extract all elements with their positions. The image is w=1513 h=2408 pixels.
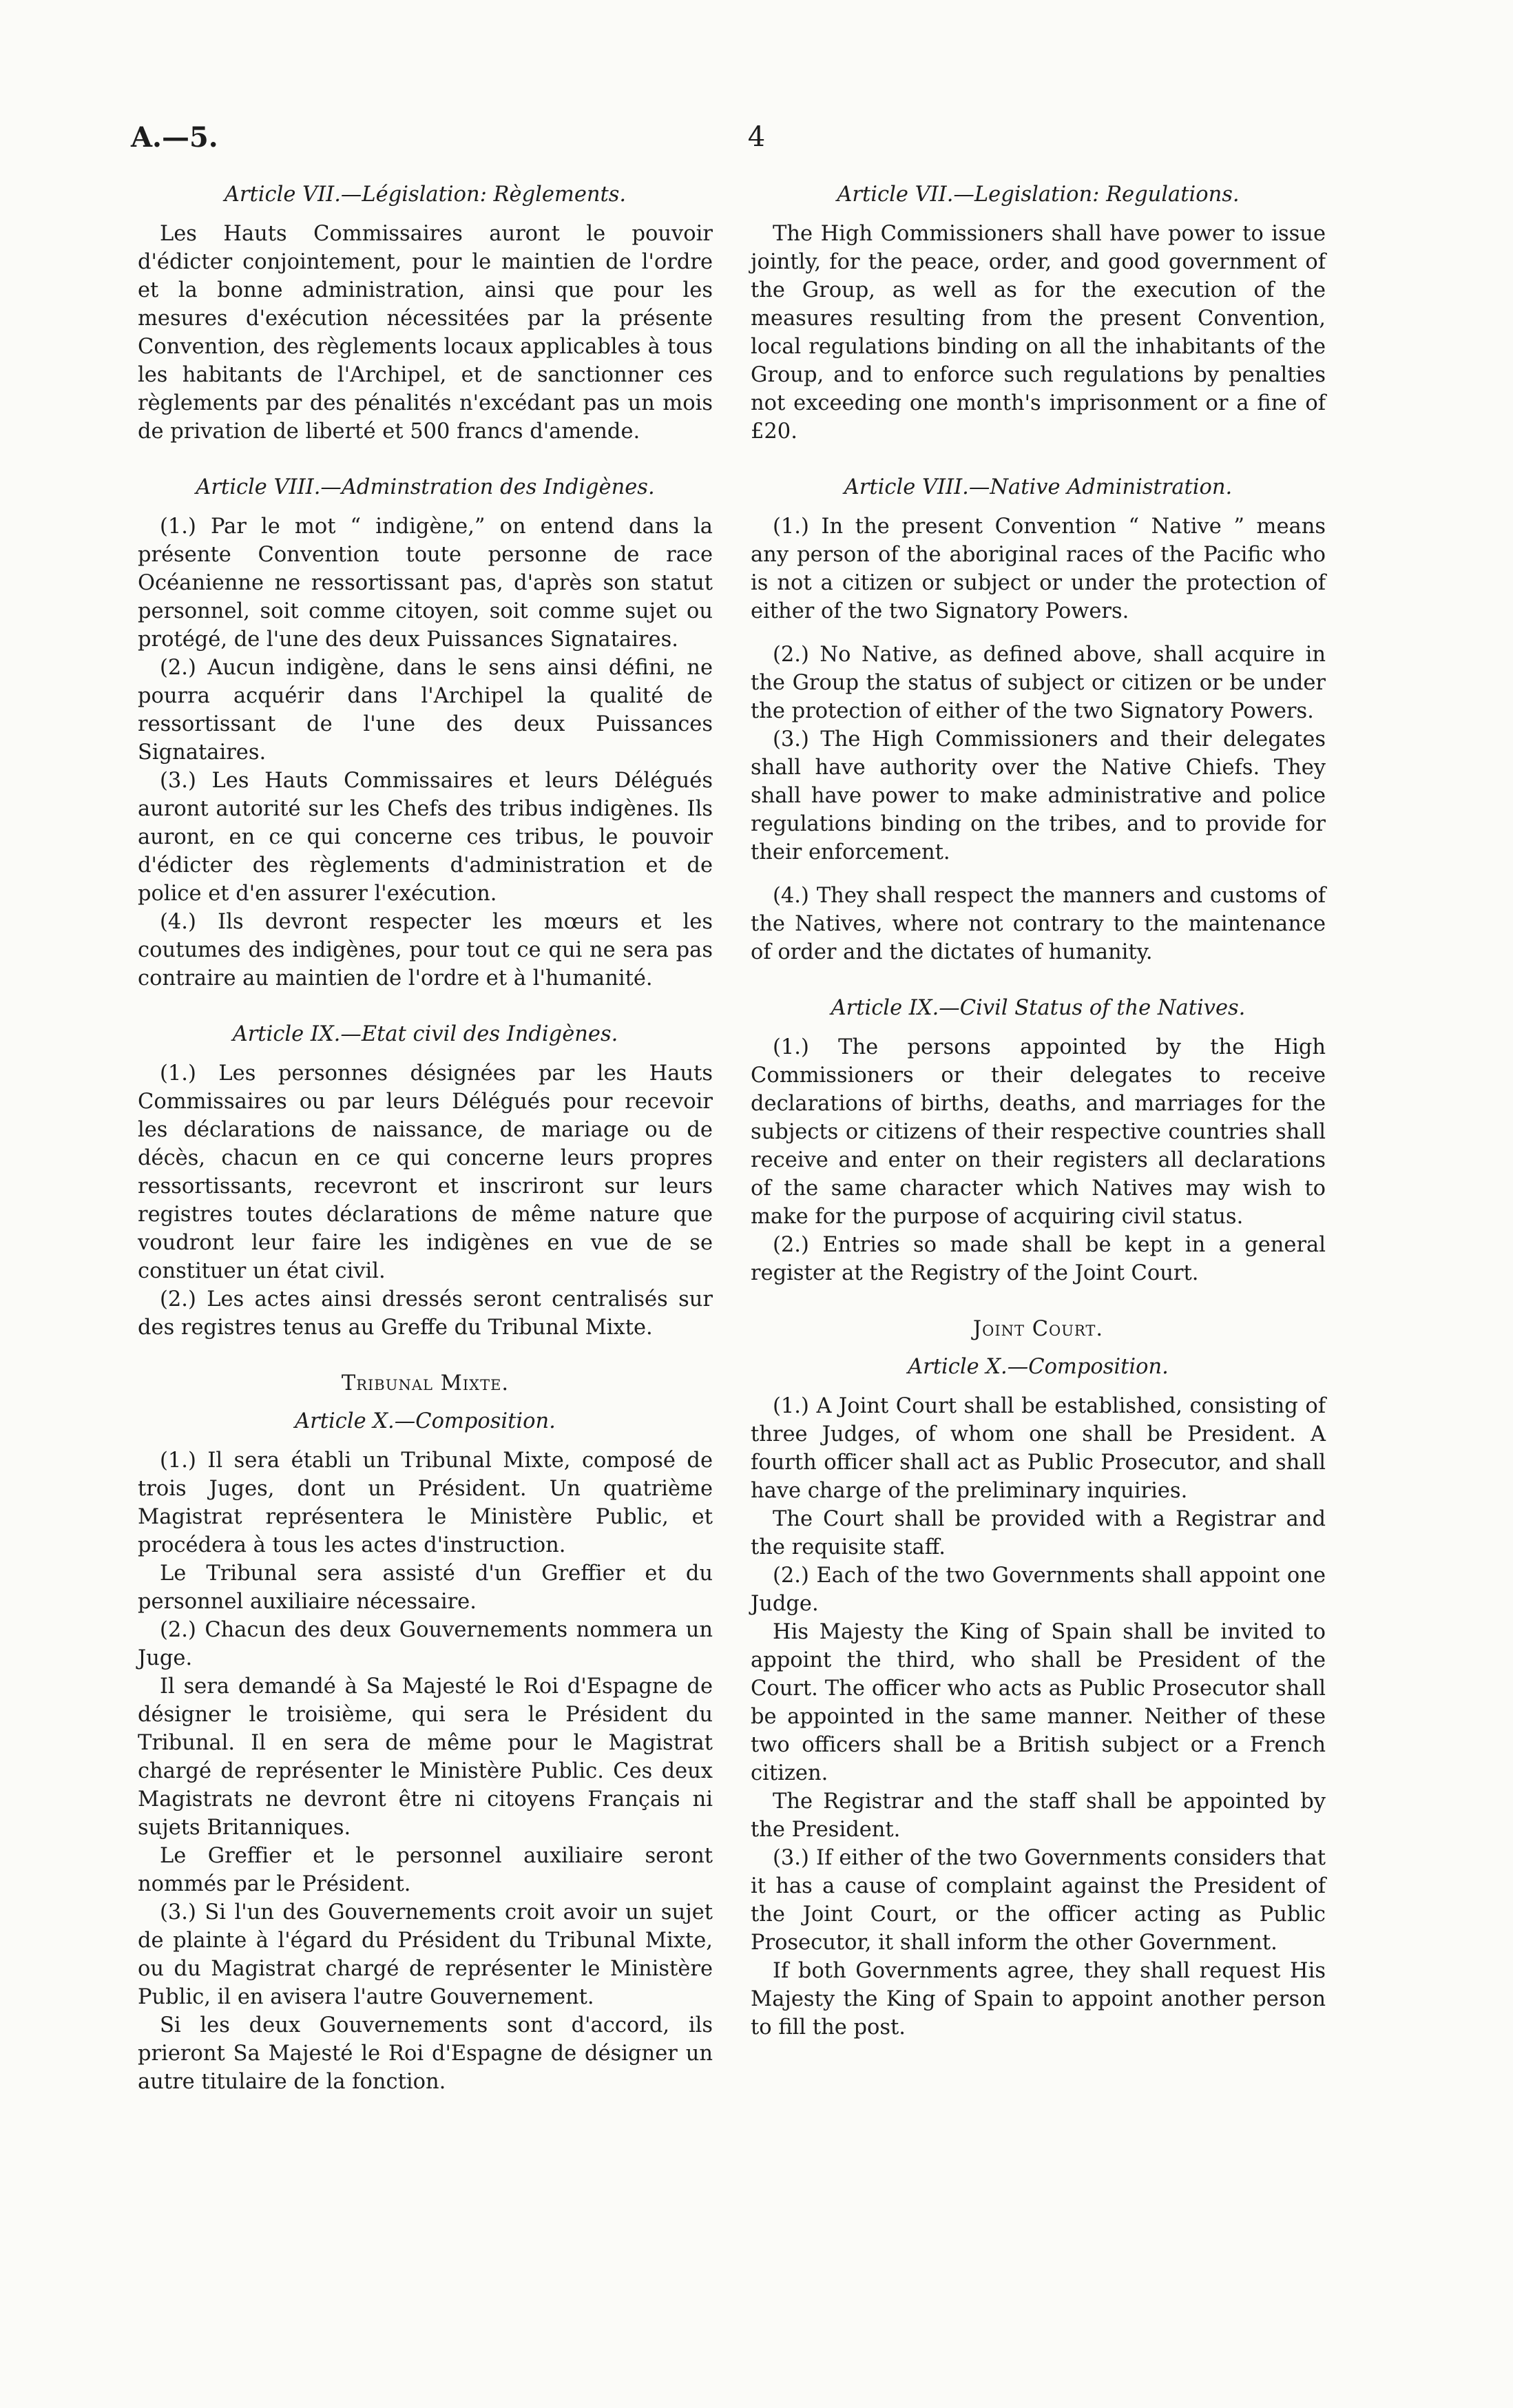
article-9-heading-fr: Article IX.—Etat civil des Indigènes.	[232, 1022, 618, 1046]
article-10-paragraph-3-en: (2.) Each of the two Governments shall appoint one Judge.	[751, 1564, 1326, 1616]
article-8-paragraph-4-fr: (4.) Ils devront respecter les mœurs et les coutumes des indigènes, pour tout ce qui ne sera pas contraire au maintien de l'ordre et à l'humanité.	[138, 910, 713, 990]
article-10-paragraph-6-en: (3.) If either of the two Governments considers that it has a cause of complaint against the President of the Joint Court, or the officer acting as Public Prosecutor, it shall inform the other Government.	[751, 1846, 1326, 1955]
article-10-heading-fr: Article X.—Composition.	[295, 1409, 556, 1433]
section-title-en: Joint Court.	[972, 1317, 1104, 1341]
article-10-paragraph-6-fr: (3.) Si l'un des Gouvernements croit avoir un sujet de plainte à l'égard du Président du Tribunal Mixte, ou du Magistrat chargé de représenter le Ministère Public, il en avisera l'autre Gouvernement.	[138, 1900, 713, 2009]
article-8-paragraph-2-fr: (2.) Aucun indigène, dans le sens ainsi défini, ne pourra acquérir dans l'Archipel la qualité de ressortissant de l'une des deux Puissances Signataires.	[138, 656, 713, 765]
article-8-paragraph-3-fr: (3.) Les Hauts Commissaires et leurs Délégués auront autorité sur les Chefs des tribus indigènes. Ils auront, en ce qui concerne ces tribus, le pouvoir d'édicter des règlements d'administration et de police et d'en assurer l'exécution.	[138, 769, 713, 906]
article-10-paragraph-4-fr: Il sera demandé à Sa Majesté le Roi d'Espagne de désigner le troisième, qui sera le Président du Tribunal. Il en sera de même pour le Magistrat chargé de représenter le Ministère Public. Ces deux Magistrats ne devront être ni citoyens Français ni sujets Britanniques.	[138, 1674, 713, 1840]
french-column	[138, 180, 713, 2096]
article-9-paragraph-1-fr: (1.) Les personnes désignées par les Hauts Commissaires ou par leurs Délégués pour recevoir les déclarations de naissance, de mariage ou de décès, chacun en ce qui concerne leurs propres ressortissants, recevront et inscriront sur leurs registres toutes déclarations de même nature que voudront leur faire les indigènes en vue de se constituer un état civil.	[138, 1061, 713, 1283]
article-8-paragraph-1-fr: (1.) Par le mot “ indigène,” on entend dans la présente Convention toute personne de race Océanienne ne ressortissant pas, d'après son statut personnel, soit comme citoyen, soit comme sujet ou protégé, de l'une des deux Puissances Signataires.	[138, 515, 713, 652]
article-7-heading-en: Article VII.—Legislation: Regulations.	[837, 183, 1240, 207]
article-10-paragraph-7-en: If both Governments agree, they shall request His Majesty the King of Spain to appoint another person to fill the post.	[751, 1959, 1326, 2039]
article-8-paragraph-4-en: (4.) They shall respect the manners and customs of the Natives, where not contrary to the maintenance of order and the dictates of humanity.	[751, 884, 1326, 964]
article-10-paragraph-5-en: The Registrar and the staff shall be appointed by the President.	[751, 1789, 1326, 1842]
article-10-paragraph-7-fr: Si les deux Gouvernements sont d'accord, ils prieront Sa Majesté le Roi d'Espagne de désigner un autre titulaire de la fonction.	[138, 2013, 713, 2094]
document-reference: A.—5.	[131, 121, 218, 154]
article-7-paragraph-fr: Les Hauts Commissaires auront le pouvoir d'édicter conjointement, pour le maintien de l'ordre et la bonne administration, ainsi que pour les mesures d'exécution nécessitées par la présente Convention, des règlements locaux applicables à tous les habitants de l'Archipel, et de sanctionner ces règlements par des pénalités n'excédant pas un mois de privation de liberté et 500 francs d'amende.	[138, 222, 713, 444]
article-7-heading-fr: Article VII.—Législation: Règlements.	[224, 183, 627, 207]
article-10-paragraph-4-en: His Majesty the King of Spain shall be invited to appoint the third, who shall be President of the Court. The officer who acts as Public Prosecutor shall be appointed in the same manner. Neither of these two officers shall be a British subject or a French citizen.	[751, 1620, 1326, 1785]
article-8-heading-en: Article VIII.—Native Administration.	[844, 475, 1233, 499]
article-9-paragraph-1-en: (1.) The persons appointed by the High Commissioners or their delegates to receive declarations of births, deaths, and marriages for the subjects or citizens of their respective countries shall receive and enter on their registers all declarations of the same character which Natives may wish to make for the purpose of acquiring civil status.	[751, 1035, 1326, 1229]
article-8-heading-fr: Article VIII.—Adminstration des Indigènes.	[196, 475, 655, 499]
article-9-paragraph-2-en: (2.) Entries so made shall be kept in a general register at the Registry of the Joint Court.	[751, 1233, 1326, 1285]
article-10-paragraph-2-fr: Le Tribunal sera assisté d'un Greffier et du personnel auxiliaire nécessaire.	[138, 1561, 713, 1614]
page-header	[131, 121, 1382, 163]
article-10-heading-en: Article X.—Composition.	[908, 1355, 1169, 1379]
article-9-paragraph-2-fr: (2.) Les actes ainsi dressés seront centralisés sur des registres tenus au Greffe du Tribunal Mixte.	[138, 1287, 713, 1340]
article-10-paragraph-5-fr: Le Greffier et le personnel auxiliaire seront nommés par le Président.	[138, 1844, 713, 1896]
article-10-paragraph-2-en: The Court shall be provided with a Registrar and the requisite staff.	[751, 1507, 1326, 1559]
article-10-paragraph-3-fr: (2.) Chacun des deux Gouvernements nommera un Juge.	[138, 1618, 713, 1670]
article-10-paragraph-1-en: (1.) A Joint Court shall be established, consisting of three Judges, of whom one shall be President. A fourth officer shall act as Public Prosecutor, and shall have charge of the preliminary inquiries.	[751, 1394, 1326, 1503]
article-8-paragraph-2-en: (2.) No Native, as defined above, shall acquire in the Group the status of subject or citizen or be under the protection of either of the two Signatory Powers.	[751, 643, 1326, 723]
article-10-paragraph-1-fr: (1.) Il sera établi un Tribunal Mixte, composé de trois Juges, dont un Président. Un quatrième Magistrat représentera le Ministère Public, et procédera à tous les actes d'instruction.	[138, 1449, 713, 1557]
article-8-paragraph-1-en: (1.) In the present Convention “ Native ” means any person of the aboriginal races of the Pacific who is not a citizen or subject or under the protection of either of the two Signatory Powers.	[751, 515, 1326, 623]
section-title-fr: Tribunal Mixte.	[341, 1371, 510, 1395]
page-number: 4	[747, 121, 766, 153]
article-8-paragraph-3-en: (3.) The High Commissioners and their delegates shall have authority over the Native Chiefs. They shall have power to make administrative and police regulations binding on the tribes, and to provide for their enforcement.	[751, 727, 1326, 864]
article-9-heading-en: Article IX.—Civil Status of the Natives.	[831, 996, 1246, 1020]
article-7-paragraph-en: The High Commissioners shall have power to issue jointly, for the peace, order, and good government of the Group, as well as for the execution of the measures resulting from the present Convention, local regulations binding on all the inhabitants of the Group, and to enforce such regulations by penalties not exceeding one month's imprisonment or a fine of £20.	[751, 222, 1326, 444]
english-column	[751, 180, 1326, 2042]
